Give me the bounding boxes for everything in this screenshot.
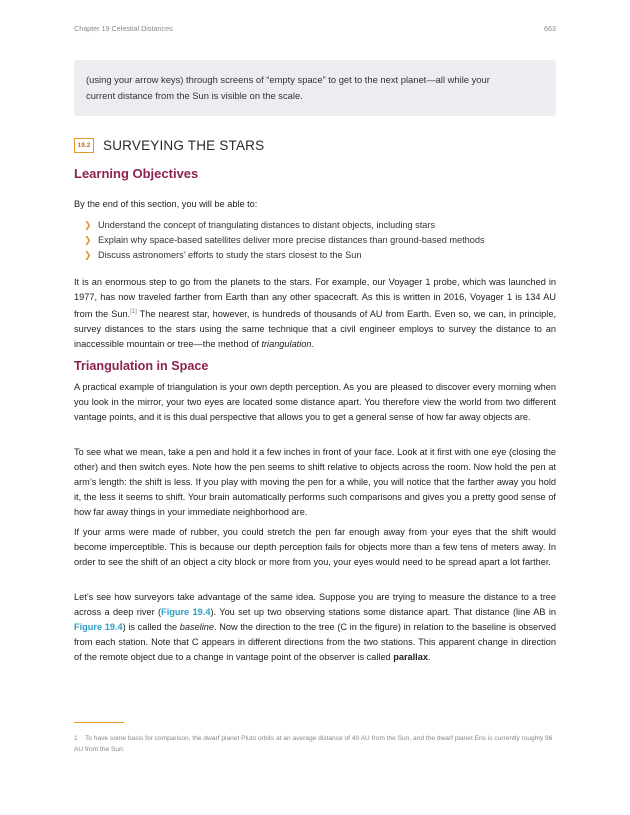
chevron-right-icon: ❯: [84, 235, 92, 245]
objectives-list: [84, 218, 485, 263]
section-number-badge: 19.2: [74, 138, 94, 153]
learning-objectives-intro: By the end of this section, you will be able to:: [74, 199, 258, 209]
chapter-title: Chapter 19 Celestial Distances: [74, 24, 173, 33]
page-number: 663: [544, 24, 556, 33]
footnote-number: 1: [74, 735, 78, 742]
footnote: [74, 733, 556, 755]
objective-item: ❯ Understand the concept of triangulating distances to distant objects, including stars: [84, 218, 485, 233]
paragraph-pen-example: To see what we mean, take a pen and hold it a few inches in front of your face. Look at it first with one eye (closing the other) and then switch eyes. Note how the pen seems to shift relative to objects across the room. Now hold the pen at arm’s length: the shift is less. If you play with moving the pen for a while, you will notice that the farther away you hold it, the less it seems to shift. Your brain automatically performs such comparisons and gives you a pretty good sense of how far away things in your immediate neighborhood are.: [74, 447, 556, 518]
chevron-right-icon: ❯: [84, 250, 92, 260]
paragraph-surveyors: Let’s see how surveyors take advantage of the same idea. Suppose you are trying to measure the distance to a tree across a deep river (Figure 19.4). You set up two observing stations some distance apart. That distance (line AB in Figure 19.4) is called the baseline. Now the direction to the tree (C in the figure) in relation to the baseline is observed from each station. Note that C appears in different directions from the two stations. This apparent change in direction of the remote object due to a change in vantage point of the observer is called parallax.: [74, 592, 556, 663]
paragraph-rubber-arms: If your arms were made of rubber, you could stretch the pen far enough away from your eyes that the shift would become imperceptible. This is because our depth perception fails for objects more than a few tens of meters away. In order to see the shift of an object a city block or more from you, your eyes would need to be spread apart a lot farther.: [74, 527, 556, 568]
subsection-title: Triangulation in Space: [74, 359, 209, 373]
note-box: [74, 60, 556, 116]
paragraph-voyager: It is an enormous step to go from the planets to the stars. For example, our Voyager 1 probe, which was launched in 1977, has now traveled farther from Earth than any other spacecraft. As this is written in 2016, Voyager 1 is 134 AU from the Sun.[1] The nearest star, however, is hundreds of thousands of AU from Earth. Even so, we can, in principle, survey distances to the stars using the same technique that a civil engineer employs to survey the distance to an inaccessible mountain or tree—the method of triangulation.: [74, 277, 556, 350]
footnote-divider: [74, 722, 124, 723]
learning-objectives-title: Learning Objectives: [74, 166, 199, 181]
section-title: SURVEYING THE STARS: [103, 138, 265, 153]
figure-link[interactable]: Figure 19.4: [74, 622, 123, 633]
note-line-2: current distance from the Sun is visible on the scale.: [86, 90, 303, 101]
paragraph-depth-perception: A practical example of triangulation is your own depth perception. As you are pleased to discover every morning when you look in the mirror, your two eyes are located some distance apart. You therefore view the world from two different vantage points, and it is this dual perspective that allows you to get a general sense of how far away objects are.: [74, 382, 556, 423]
chevron-right-icon: ❯: [84, 220, 92, 230]
objective-item: ❯ Explain why space-based satellites deliver more precise distances than ground-based methods: [84, 233, 485, 248]
objective-item: ❯ Discuss astronomers’ efforts to study the stars closest to the Sun: [84, 248, 485, 263]
glossary-term: parallax: [393, 652, 428, 663]
note-line-1: (using your arrow keys) through screens of “empty space” to get to the next planet—all while your: [86, 74, 490, 85]
footnote-ref[interactable]: [1]: [130, 309, 137, 316]
footnote-text: To have some basis for comparison, the dwarf planet Pluto orbits at an average distance of 40 AU from the Sun, and the dwarf planet Eris is currently roughly 96 AU from the Sun.: [74, 735, 553, 753]
figure-link[interactable]: Figure 19.4: [161, 607, 211, 618]
